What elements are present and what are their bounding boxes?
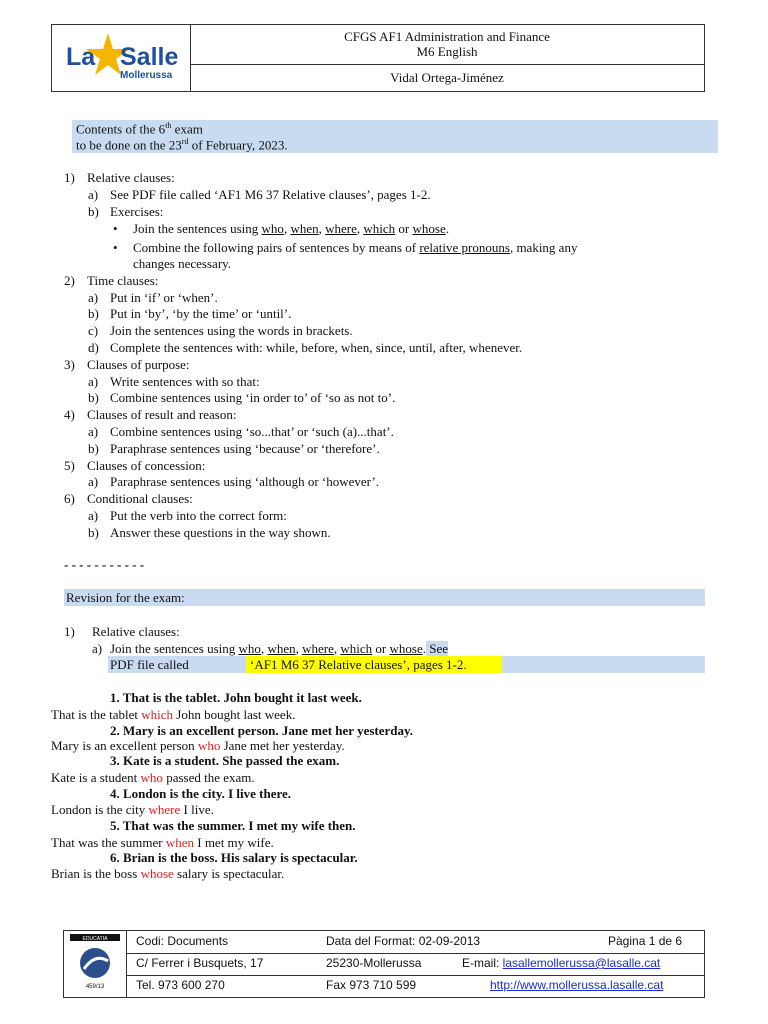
module-title: M6 English — [416, 44, 478, 59]
website-link[interactable]: http://www.mollerussa.lasalle.cat — [490, 978, 664, 992]
exercise-answer: Mary is an excellent person who Jane met her yesterday. — [51, 738, 345, 753]
exercise-question: 2. Mary is an excellent person. Jane met her yesterday. — [110, 723, 414, 738]
contents-line-1: Contents of the 6th exam — [76, 121, 203, 137]
outline-s2-c: Join the sentences using the words in brackets. — [110, 323, 353, 338]
revision-a-text: Join the sentences using who, when, where, which or whose. See — [110, 641, 448, 656]
outline-s1-bullet2-cont: changes necessary. — [133, 256, 232, 271]
outline-s6-a: Put the verb into the correct form: — [110, 508, 287, 523]
exercise-question: 5. That was the summer. I met my wife then. — [110, 818, 356, 833]
logo-salle: Salle — [120, 43, 179, 71]
outline-s5-a: Paraphrase sentences using ‘although or ‘however’. — [110, 474, 380, 489]
footer-fax: Fax 973 710 599 — [326, 978, 417, 992]
section-divider: - - - - - - - - - - - — [64, 557, 145, 572]
footer-tel: Tel. 973 600 270 — [136, 978, 225, 992]
footer-pagina: Pàgina 1 de 6 — [608, 934, 683, 948]
footer-address: C/ Ferrer i Busquets, 17 — [136, 956, 264, 970]
outline-s1-a: See PDF file called ‘AF1 M6 37 Relative clauses’, pages 1-2. — [110, 187, 431, 202]
exercise-question: 3. Kate is a student. She passed the exam. — [110, 753, 340, 768]
logo-la: La — [66, 43, 96, 71]
outline-s3-b: Combine sentences using ‘in order to’ of ‘so as not to’. — [110, 390, 396, 405]
footer-table — [63, 930, 705, 998]
logo-sub: Mollerussa — [120, 70, 173, 81]
exercise-answer: That is the tablet which John bought last week. — [51, 707, 296, 722]
outline-s6-title: Conditional clauses: — [87, 491, 193, 506]
outline-s2-a: Put in ‘if’ or ‘when’. — [110, 290, 218, 305]
lasalle-logo — [52, 25, 191, 91]
outline-s2-title: Time clauses: — [87, 273, 159, 288]
outline-s1-bullet1: Join the sentences using who, when, where, which or whose. — [133, 221, 449, 236]
bullet-icon: • — [113, 240, 118, 255]
quality-logo — [64, 931, 127, 997]
outline-s2-d: Complete the sentences with: while, before, when, since, until, after, whenever. — [110, 340, 523, 355]
exercise-question: 6. Brian is the boss. His salary is spectacular. — [110, 850, 358, 865]
footer-logo-label: EDUCATIA — [82, 936, 108, 942]
email-link[interactable]: lasallemollerussa@lasalle.cat — [502, 956, 661, 970]
footer-codi: Codi: Documents — [136, 934, 229, 948]
outline-s1-bullet2: Combine the following pairs of sentences by means of relative pronouns, making any — [133, 240, 578, 255]
course-title: CFGS AF1 Administration and Finance — [344, 29, 550, 44]
outline-s2-b: Put in ‘by’, ‘by the time’ or ‘until’. — [110, 306, 292, 321]
outline-s1-b: Exercises: — [110, 204, 164, 219]
exercise-question: 4. London is the city. I live there. — [110, 786, 292, 801]
outline-s3-title: Clauses of purpose: — [87, 357, 190, 372]
header-table — [51, 24, 705, 92]
revision-pdf-file: ‘AF1 M6 37 Relative clauses’, pages 1-2. — [250, 657, 467, 672]
outline-s5-title: Clauses of concession: — [87, 458, 206, 473]
footer-logo-num: 459/13 — [85, 984, 105, 990]
outline-s6-b: Answer these questions in the way shown. — [110, 525, 331, 540]
revision-pdf-label: PDF file called — [110, 657, 189, 672]
revision-title: Revision for the exam: — [66, 590, 185, 605]
footer-data-format: Data del Format: 02-09-2013 — [326, 934, 481, 948]
footer-postal: 25230-Mollerussa — [326, 956, 422, 970]
exercise-answer: London is the city where I live. — [51, 802, 214, 817]
footer-email: E-mail: lasallemollerussa@lasalle.cat — [462, 956, 661, 970]
bullet-icon: • — [113, 221, 118, 236]
exercise-answer: Kate is a student who passed the exam. — [51, 770, 255, 785]
outline-s3-a: Write sentences with so that: — [110, 374, 260, 389]
revision-s1-title: Relative clauses: — [92, 624, 180, 639]
exercise-answer: That was the summer when I met my wife. — [51, 835, 274, 850]
teacher-name: Vidal Ortega-Jiménez — [390, 70, 504, 85]
exercise-question: 1. That is the tablet. John bought it last week. — [110, 690, 362, 705]
outline-s1-title: Relative clauses: — [87, 170, 175, 185]
outline-s4-title: Clauses of result and reason: — [87, 407, 237, 422]
outline-s4-a: Combine sentences using ‘so...that’ or ‘such (a)...that’. — [110, 424, 394, 439]
outline-s4-b: Paraphrase sentences using ‘because’ or ‘therefore’. — [110, 441, 380, 456]
contents-line-2: to be done on the 23rd of February, 2023. — [76, 137, 288, 153]
header-course-cell — [190, 25, 704, 65]
exercise-answer: Brian is the boss whose salary is spectacular. — [51, 866, 285, 881]
